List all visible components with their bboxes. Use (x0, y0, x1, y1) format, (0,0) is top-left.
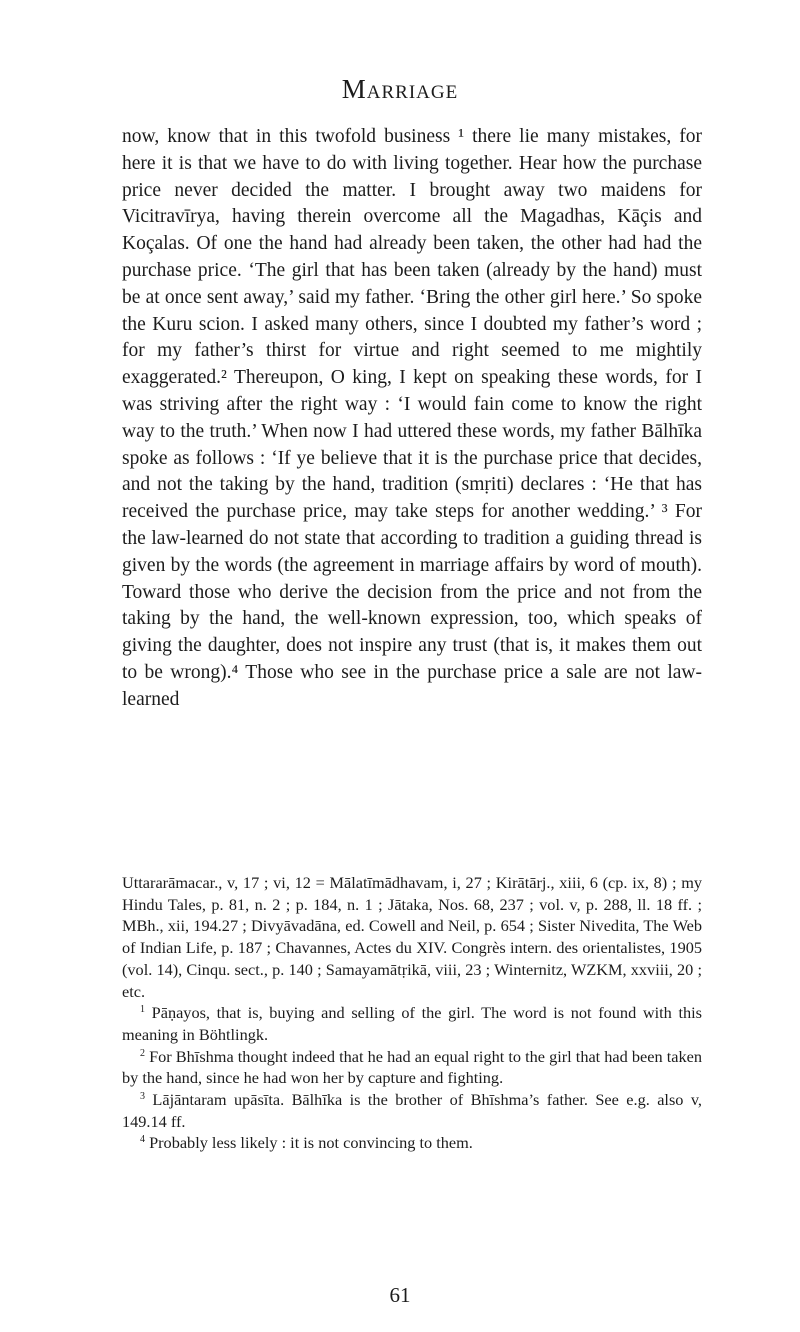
body-paragraph: now, know that in this twofold business ¹ there lie many mistakes, for here it is that we have to do with living together. Hear how the purchase price never decided the matter. I brought away two maidens for Vicitravīrya, having therein overcome all the Magadhas, Kāçis and Koçalas. Of one the hand had already been taken, the other had had the purchase price. ‘The girl that has been taken (already by the hand) must be at once sent away,’ said my father. ‘Bring the other girl here.’ So spoke the Kuru scion. I asked many others, since I doubted my father’s word ; for my father’s thirst for virtue and right seemed to me mightily exaggerated.² Thereupon, O king, I kept on speaking these words, for I was striving after the right way : ‘I would fain come to know the right way to the truth.’ When now I had uttered these words, my father Bālhīka spoke as follows : ‘If ye believe that it is the purchase price that decides, and not the taking by the hand, tradition (smṛiti) declares : ‘He that has received the purchase price, may take steps for another wedding.’ ³ For the law-learned do not state that according to tradition a guiding thread is given by the words (the agreement in marriage affairs by word of mouth). Toward those who derive the decision from the price and not from the taking by the hand, the well-known expression, too, which speaks of giving the daughter, does not inspire any trust (that is, it makes them out to be wrong).⁴ Those who see in the purchase price a sale are not law-learned (122, 126, 702, 710)
footnote-4 (122, 1132, 702, 1154)
footnote-text: For Bhīshma thought indeed that he had an equal right to the girl that had been taken by the hand, since he had won her by capture and fighting. (122, 1046, 702, 1088)
page-number: 61 (389, 1283, 411, 1307)
footnote-2 (122, 1046, 702, 1089)
running-head: Marriage (341, 74, 459, 104)
footnote-mark: 4 (140, 1134, 145, 1146)
footnote-text: Pāṇayos, that is, buying and selling of the girl. The word is not found with this meaning in Böhtlingk. (122, 1003, 702, 1044)
footnote-1 (122, 1002, 702, 1045)
references-note: Uttararāmacar., v, 17 ; vi, 12 = Mālatīmādhavam, i, 27 ; Kirātārj., xiii, 6 (cp. ix, 8) ; my Hindu Tales, p. 81, n. 2 ; p. 184, n. 1 ; Jātaka, Nos. 68, 237 ; vol. v, p. 288, ll. 18 ff. ; MBh., xii, 194.27 ; Divyāvadāna, ed. Cowell and Neil, p. 654 ; Sister Nivedita, The Web of Indian Life, p. 187 ; Chavannes, Actes du XIV. Congrès intern. des orientalistes, 1905 (vol. 14), Cinqu. sect., p. 140 ; Samayamātṛikā, viii, 23 ; Winternitz, WZKM, xxviii, 20 ; etc. (122, 873, 702, 1001)
footnote-mark: 1 (140, 1004, 145, 1016)
footnote-mark: 2 (140, 1047, 145, 1059)
footnote-mark: 3 (140, 1091, 145, 1103)
notes-section (122, 872, 702, 1154)
footnote-3 (122, 1089, 702, 1132)
footnote-text: Lājāntaram upāsīta. Bālhīka is the brother of Bhīshma’s father. See e.g. also v, 149.14 ff. (122, 1090, 702, 1131)
footnote-text: Probably less likely : it is not convincing to them. (149, 1133, 473, 1153)
